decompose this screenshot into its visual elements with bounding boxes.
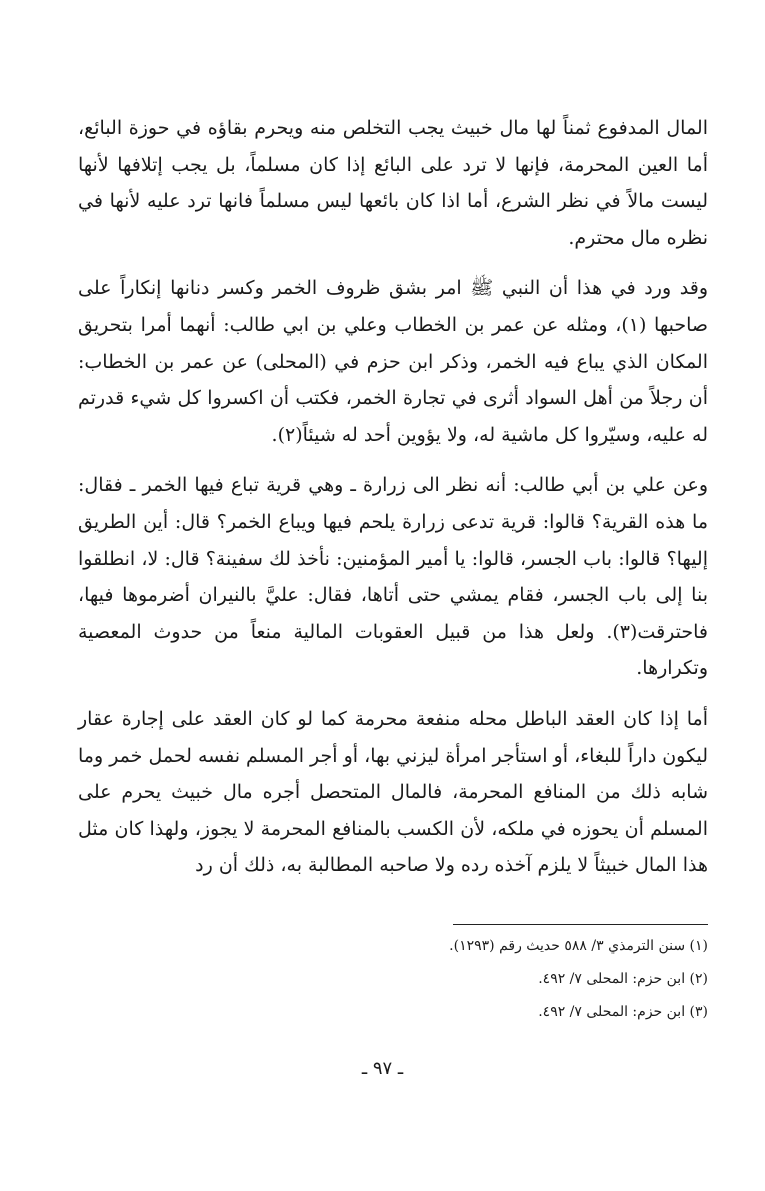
paragraph-4: أما إذا كان العقد الباطل محله منفعة محرمة كما لو كان العقد على إجارة عقار ليكون داراً للبغاء، أو استأجر امرأة ليزني بها، أو أجر المسلم نفسه لحمل خمر وما شابه ذلك من المنافع المحرمة، فالمال المتحصل أجره مال خبيث يحرم على المسلم أن يحوزه في ملكه، لأن الكسب بالمنافع المحرمة لا يجوز، ولهذا كان مثل هذا المال خبيثاً لا يلزم آخذه رده ولا صاحبه المطالبة به، ذلك أن رد <box>78 707 708 877</box>
footnote-3: (٣) ابن حزم: المحلى ٧/ ٤٩٢. <box>538 1004 708 1020</box>
paragraph-1: المال المدفوع ثمناً لها مال خبيث يجب التخلص منه ويحرم بقاؤه في حوزة البائع، أما العين المحرمة، فإنها لا ترد على البائع إذا كان مسلماً، بل يجب إتلافها لأنها ليست مالاً في نظر الشرع، أما اذا كان بائعها ليس مسلماً فانها ترد عليه لأنها في نظره مال محترم. <box>78 117 708 249</box>
page-number: ـ ٩٧ ـ <box>361 1058 404 1079</box>
paragraph-2: وقد ورد في هذا أن النبي ﷺ امر بشق ظروف الخمر وكسر دنانها إنكاراً على صاحبها (١)، ومثله عن عمر بن الخطاب وعلي بن ابي طالب: أنهما أمرا بتحريق المكان الذي يباع فيه الخمر، وذكر ابن حزم في (المحلى) عن عمر بن الخطاب: أن رجلاً من أهل السواد أثرى في تجارة الخمر، فكتب أن اكسروا كل شيء قدرتم له عليه، وسيّروا كل ماشية له، ولا يؤوين أحد له شيئاً(٢). <box>78 277 708 446</box>
footnotes <box>78 930 708 1029</box>
footnote-1: (١) سنن الترمذي ٣/ ٥٨٨ حديث رقم (١٢٩٣). <box>449 938 708 954</box>
paragraph-3: وعن علي بن أبي طالب: أنه نظر الى زرارة ـ وهي قرية تباع فيها الخمر ـ فقال: ما هذه القرية؟ قالوا: قرية تدعى زرارة يلحم فيها ويباع الخمر؟ قال: أين الطريق إليها؟ قالوا: باب الجسر، قالوا: يا أمير المؤمنين: نأخذ لك سفينة؟ قال: لا، انطلقوا بنا إلى باب الجسر، فقام يمشي حتى أتاها، فقال: عليَّ بالنيران أضرموها فيها، فاحترقت(٣). ولعل هذا من قبيل العقوبات المالية منعاً من حدوث المعصية وتكرارها. <box>78 474 708 680</box>
footnote-divider <box>453 924 708 925</box>
main-text <box>78 110 708 884</box>
footnote-2: (٢) ابن حزم: المحلى ٧/ ٤٩٢. <box>538 971 708 987</box>
